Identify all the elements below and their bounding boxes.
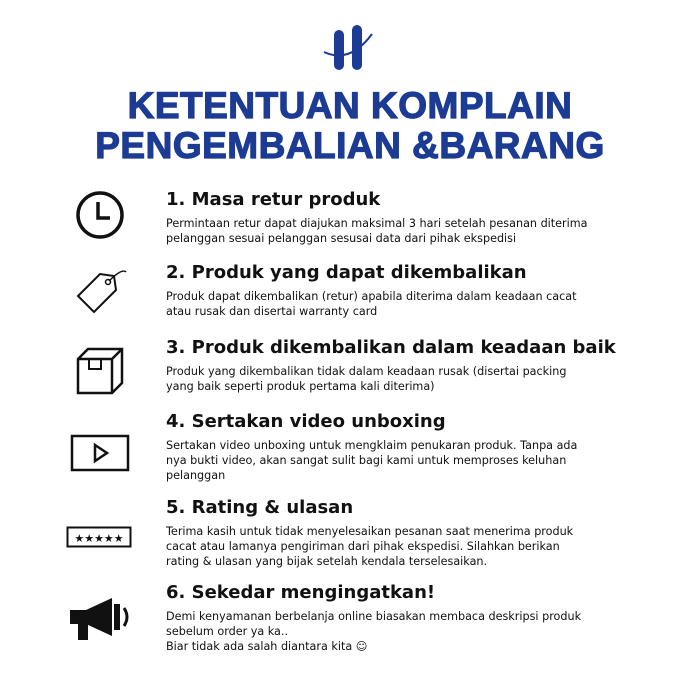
brand-logo xyxy=(322,22,378,72)
page-title-line1: KETENTUAN KOMPLAIN xyxy=(127,85,573,126)
section-return-period xyxy=(166,189,666,246)
section-text: atau rusak dan disertai warranty card xyxy=(166,305,378,318)
section-heading: 2. Produk yang dapat dikembalikan xyxy=(166,262,527,283)
section-text: cacat atau lamanya pengiriman dari pihak ekspedisi. Silahkan berikan xyxy=(166,540,560,553)
clock-icon xyxy=(74,189,126,241)
section-heading: 5. Rating & ulasan xyxy=(166,497,354,518)
section-heading: 6. Sekedar mengingatkan! xyxy=(166,582,436,603)
section-text: Produk dapat dikembalikan (retur) apabila diterima dalam keadaan cacat xyxy=(166,290,577,303)
section-good-condition xyxy=(166,337,666,394)
tag-icon xyxy=(74,266,128,320)
section-text: Sertakan video unboxing untuk mengklaim penukaran produk. Tanpa ada xyxy=(166,439,578,452)
megaphone-icon xyxy=(66,594,132,642)
section-text: Demi kenyamanan berbelanja online biasakan membaca deskripsi produk xyxy=(166,610,582,623)
section-text: Produk yang dikembalikan tidak dalam keadaan rusak (disertai packing xyxy=(166,365,567,378)
box-icon xyxy=(74,345,126,397)
section-text: pelanggan xyxy=(166,469,226,482)
section-text: sebelum order ya ka.. xyxy=(166,625,289,638)
section-text: yang baik seperti produk pertama kali diterima) xyxy=(166,380,435,393)
rating-stars-icon xyxy=(66,526,132,548)
page-title-line2: PENGEMBALIAN &BARANG xyxy=(95,125,605,166)
section-text: Permintaan retur dapat diajukan maksimal 3 hari setelah pesanan diterima xyxy=(166,217,588,230)
section-text: Terima kasih untuk tidak menyelesaikan pesanan saat menerima produk xyxy=(166,525,574,538)
svg-text:★★★★★: ★★★★★ xyxy=(74,532,124,545)
section-unboxing-video xyxy=(166,411,666,483)
section-reminder xyxy=(166,582,666,654)
section-text: rating & ulasan yang bijak setelah kendala terselesaikan. xyxy=(166,555,488,568)
video-play-icon xyxy=(70,434,130,472)
section-heading: 4. Sertakan video unboxing xyxy=(166,411,446,432)
section-text: pelanggan sesuai pelanggan sesusai data dari pihak ekspedisi xyxy=(166,232,517,245)
section-heading: 1. Masa retur produk xyxy=(166,189,381,210)
section-rating-review xyxy=(166,497,666,569)
section-returnable-products xyxy=(166,262,666,319)
section-text: nya bukti video, akan sangat sulit bagi kami untuk memproses keluhan xyxy=(166,454,567,467)
section-text: Biar tidak ada salah diantara kita ☺ xyxy=(166,640,368,653)
section-heading: 3. Produk dikembalikan dalam keadaan baik xyxy=(166,337,616,358)
